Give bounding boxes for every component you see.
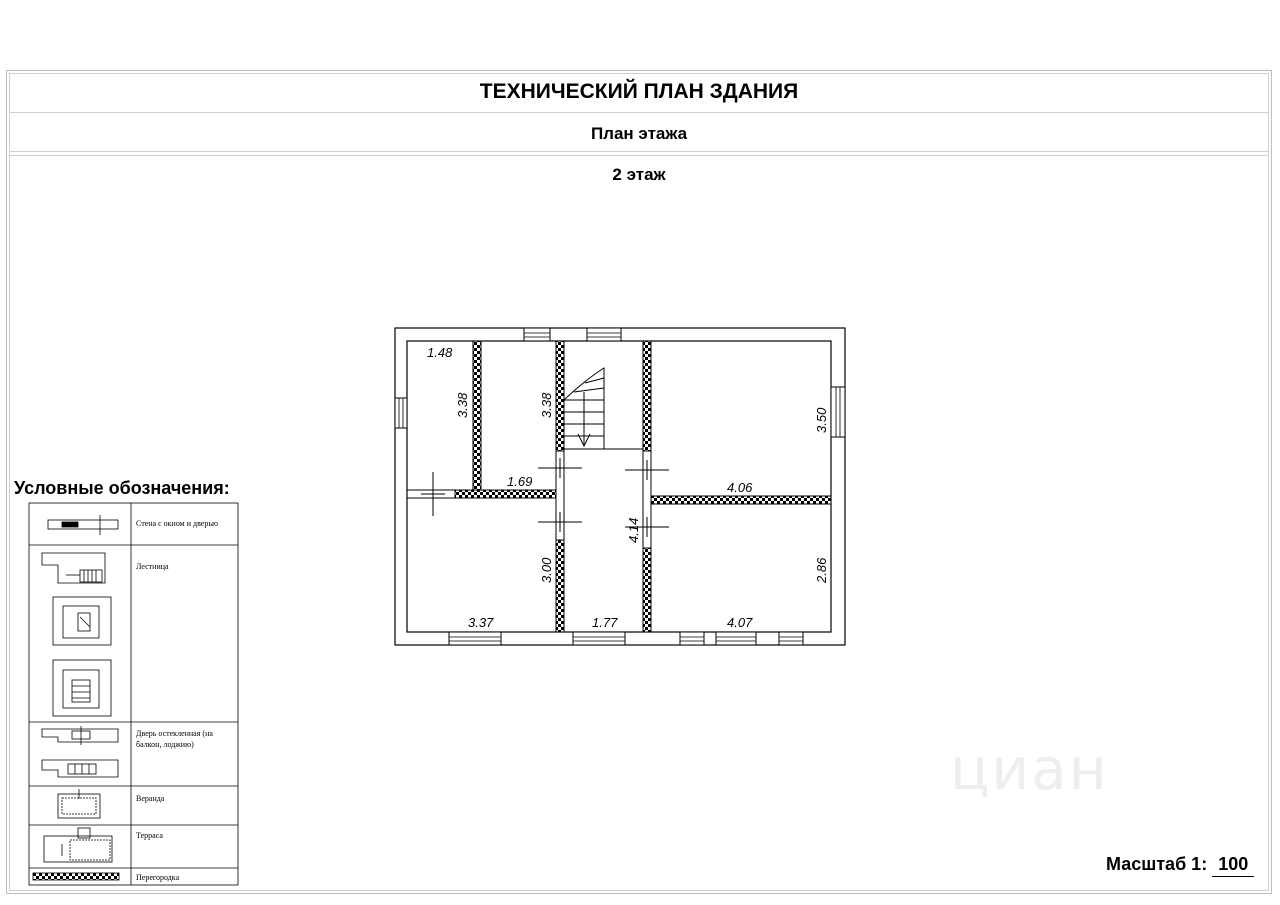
partition-2 xyxy=(556,341,564,451)
legend-title: Условные обозначения: xyxy=(14,478,230,498)
scale-block xyxy=(1106,854,1254,877)
window-top-1 xyxy=(524,328,550,341)
dim-2-86: 2.86 xyxy=(814,557,829,583)
dim-1-69: 1.69 xyxy=(507,474,533,489)
partition-4 xyxy=(455,490,556,498)
dim-4-14: 4.14 xyxy=(626,517,641,543)
dim-1-48: 1.48 xyxy=(427,345,453,360)
legend-table xyxy=(29,503,238,885)
dim-4-07: 4.07 xyxy=(727,615,753,630)
partition-3 xyxy=(643,341,651,451)
partition-5 xyxy=(651,496,831,504)
scale-value: 100 xyxy=(1212,854,1254,877)
dim-3-00: 3.00 xyxy=(539,557,554,583)
dim-3-50: 3.50 xyxy=(814,407,829,433)
legend-symbol-wall xyxy=(48,515,118,535)
legend-label-wall: Стена с окном и дверью xyxy=(136,519,218,528)
legend-label-partition: Перегородка xyxy=(136,873,180,882)
legend-label-glazed-door-1: Дверь остекленная (на xyxy=(136,729,213,738)
legend-symbol-veranda xyxy=(58,789,100,818)
watermark-logo: циан xyxy=(950,735,1109,803)
legend-label-veranda: Веранда xyxy=(136,794,165,803)
dim-4-06: 4.06 xyxy=(727,480,753,495)
window-left xyxy=(395,398,407,428)
dim-3-38-a: 3.38 xyxy=(455,392,470,418)
window-bottom-1 xyxy=(449,632,501,645)
legend-symbol-glazed-door xyxy=(42,726,118,777)
exterior-wall-inner xyxy=(407,341,831,632)
legend-symbol-partition xyxy=(33,873,119,880)
exterior-wall-outer xyxy=(395,328,845,645)
dim-3-38-b: 3.38 xyxy=(539,392,554,418)
window-bottom-5 xyxy=(779,632,803,645)
dim-1-77: 1.77 xyxy=(592,615,618,630)
dim-3-37: 3.37 xyxy=(468,615,494,630)
legend-symbol-stair xyxy=(42,553,111,716)
staircase xyxy=(564,368,604,449)
legend-label-terrace: Терраса xyxy=(136,831,163,840)
scale-label: Масштаб 1: xyxy=(1106,854,1208,874)
partition-6 xyxy=(556,540,564,632)
window-bottom-3 xyxy=(680,632,704,645)
floor-label: 2 этаж xyxy=(612,165,666,184)
window-bottom-4 xyxy=(716,632,756,645)
partition-7 xyxy=(643,548,651,632)
sheet-title: ТЕХНИЧЕСКИЙ ПЛАН ЗДАНИЯ xyxy=(479,80,799,103)
legend-symbol-terrace xyxy=(44,828,112,862)
window-right xyxy=(831,387,845,437)
legend-label-stair: Лестница xyxy=(136,562,169,571)
floor-plan xyxy=(395,328,845,645)
window-top-2 xyxy=(587,328,621,341)
window-bottom-2 xyxy=(573,632,625,645)
legend-label-glazed-door-2: балкон, лоджию) xyxy=(136,740,194,749)
sheet-subtitle: План этажа xyxy=(590,124,688,143)
partition-1 xyxy=(473,341,481,496)
